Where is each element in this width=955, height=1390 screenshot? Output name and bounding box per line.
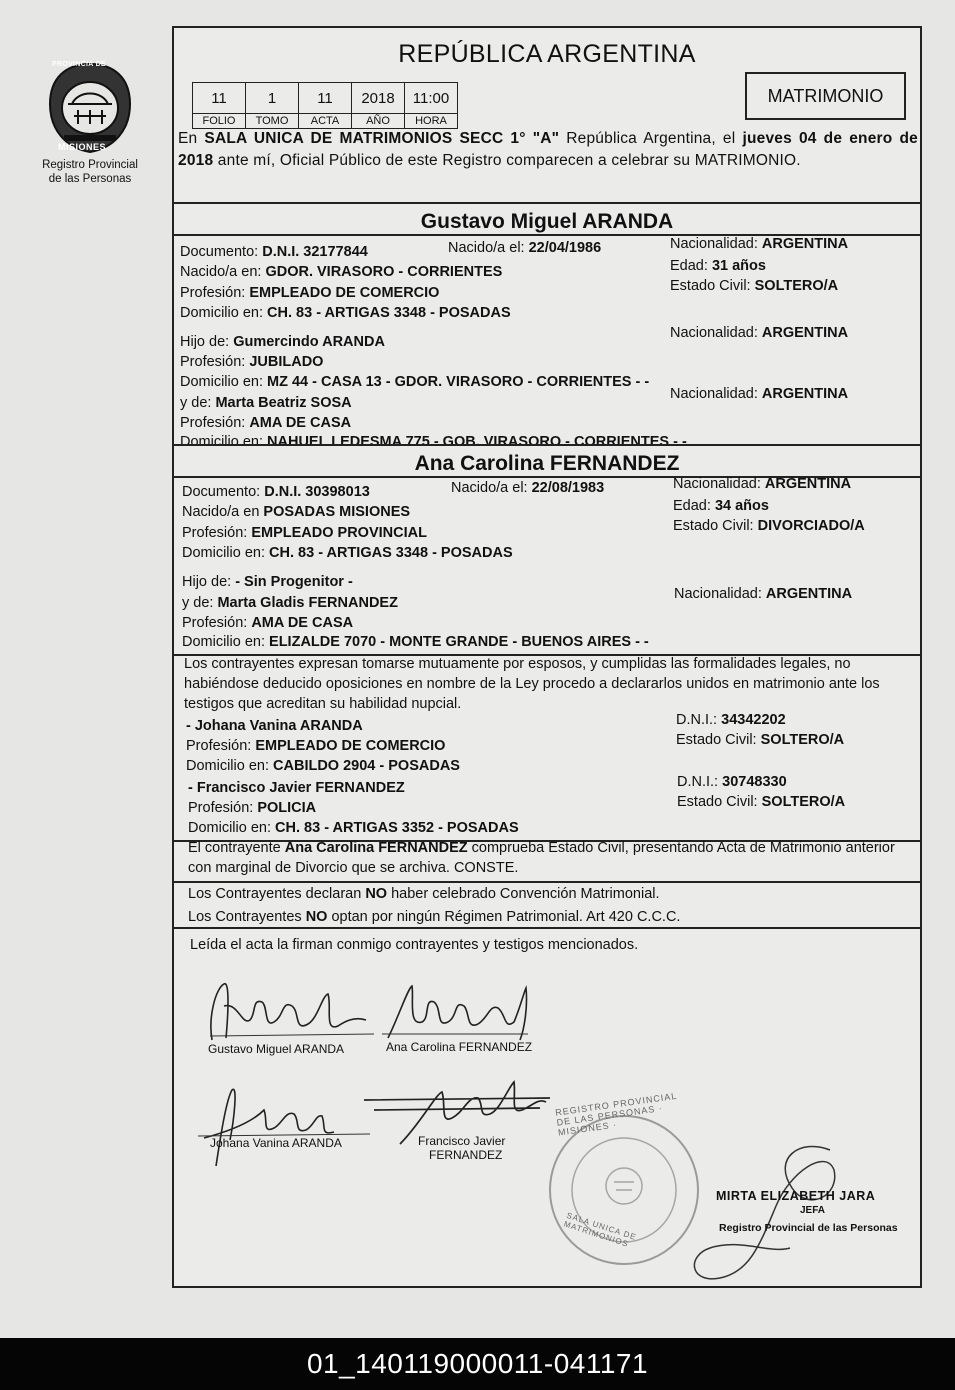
divorce-note bbox=[188, 838, 918, 878]
value: AMA DE CASA bbox=[249, 415, 352, 431]
witness-1-dni bbox=[676, 712, 786, 728]
closing-text: Leída el acta la firman conmigo contrayentes y testigos mencionados. bbox=[190, 937, 639, 953]
divider bbox=[174, 927, 920, 929]
tomo-value: 1 bbox=[246, 83, 299, 114]
value: 34342202 bbox=[721, 712, 786, 728]
label: Profesión: bbox=[182, 525, 248, 541]
label-line-1: Francisco Javier bbox=[418, 1134, 506, 1148]
groom-address bbox=[180, 305, 511, 321]
label: Nacionalidad: bbox=[670, 236, 758, 252]
value: Gumercindo ARANDA bbox=[233, 334, 385, 350]
intro-text-3: ante mí, Oficial Público de este Registro comparecen a celebrar su MATRIMONIO. bbox=[213, 152, 801, 169]
groom-civil-status bbox=[670, 278, 838, 294]
divider bbox=[174, 881, 920, 883]
witness-1-civil-status bbox=[676, 732, 844, 748]
registry-table bbox=[192, 82, 458, 129]
note-text: optan por ningún Régimen Patrimonial. Art 420 C.C.C. bbox=[327, 909, 681, 925]
bride-mother-nationality bbox=[674, 586, 852, 602]
document-type-box: MATRIMONIO bbox=[745, 72, 906, 120]
value: ARGENTINA bbox=[761, 325, 849, 341]
value: CH. 83 - ARTIGAS 3348 - POSADAS bbox=[269, 545, 513, 561]
year-label: AÑO bbox=[352, 114, 405, 129]
divider bbox=[174, 202, 920, 204]
hour-label: HORA bbox=[405, 114, 458, 129]
label: Nacionalidad: bbox=[670, 386, 758, 402]
groom-birth-place bbox=[180, 264, 502, 280]
divider bbox=[174, 444, 920, 446]
groom-nationality bbox=[670, 236, 848, 252]
value: AMA DE CASA bbox=[251, 615, 354, 631]
bride-civil-status bbox=[673, 518, 865, 534]
label: Estado Civil: bbox=[670, 278, 751, 294]
value: ARGENTINA bbox=[761, 386, 849, 402]
groom-birth-date bbox=[448, 240, 601, 256]
label: Domicilio en: bbox=[182, 634, 265, 650]
note-text: haber celebrado Convención Matrimonial. bbox=[387, 886, 660, 902]
value: POSADAS MISIONES bbox=[263, 504, 411, 520]
bride-birth-place bbox=[182, 504, 410, 520]
intro-text-2: República Argentina, el bbox=[559, 130, 743, 147]
intro-paragraph bbox=[178, 128, 918, 172]
label: Domicilio en: bbox=[180, 434, 263, 450]
witness-2-profession bbox=[188, 800, 316, 816]
note-text: comprueba Estado Civil, presentando Acta de Matrimonio anterior con marginal de Divorcio que se archiva. CONSTE. bbox=[188, 840, 895, 876]
bride-father bbox=[182, 574, 353, 590]
label: D.N.I.: bbox=[676, 712, 718, 728]
document-title: REPÚBLICA ARGENTINA bbox=[398, 40, 696, 68]
bride-profession bbox=[182, 525, 427, 541]
value: D.N.I. 32177844 bbox=[262, 244, 368, 260]
value: SOLTERO/A bbox=[754, 278, 839, 294]
groom-mother-nationality bbox=[670, 386, 848, 402]
regime-note bbox=[188, 907, 928, 928]
witness-2-name bbox=[188, 780, 405, 796]
witness-2-signature-label bbox=[418, 1134, 505, 1162]
value: NAHUEL LEDESMA 775 - GOB. VIRASORO - CORRIENTES - - bbox=[267, 434, 687, 450]
declaration-text: Los contrayentes expresan tomarse mutuamente por esposos, y cumplidas las formalidades legales, no habiéndose deducido oposiciones en nombre de la Ley procedo a declararlos unidos en matrimonio ante los testigos que acreditan su habilidad nupcial. bbox=[184, 656, 880, 712]
intro-text-1: En bbox=[178, 130, 205, 147]
hour-value: 11:00 bbox=[405, 83, 458, 114]
label: Edad: bbox=[673, 498, 711, 514]
witness-1-signature bbox=[194, 1080, 374, 1170]
value: SOLTERO/A bbox=[761, 794, 846, 810]
label: Nacionalidad: bbox=[674, 586, 762, 602]
value: 31 años bbox=[711, 258, 766, 274]
footer-code: 01_140119000011-041171 bbox=[0, 1338, 955, 1390]
witness-1-name bbox=[186, 718, 363, 734]
value: 30748330 bbox=[722, 774, 787, 790]
value: POLICIA bbox=[257, 800, 317, 816]
label: Domicilio en: bbox=[180, 305, 263, 321]
note-text: Los Contrayentes bbox=[188, 909, 306, 925]
value: MZ 44 - CASA 13 - GDOR. VIRASORO - CORRIENTES - - bbox=[267, 374, 650, 390]
intro-date: jueves 04 de enero de 2018 bbox=[178, 130, 918, 169]
value: CABILDO 2904 - POSADAS bbox=[273, 758, 460, 774]
value: 34 años bbox=[714, 498, 769, 514]
note-name: Ana Carolina FERNANDEZ bbox=[284, 840, 468, 856]
bride-mother-address bbox=[182, 634, 649, 650]
label: Hijo de: bbox=[182, 574, 232, 590]
acta-value: 11 bbox=[299, 83, 352, 114]
value: GDOR. VIRASORO - CORRIENTES bbox=[265, 264, 503, 280]
groom-document bbox=[180, 244, 368, 260]
value: ELIZALDE 7070 - MONTE GRANDE - BUENOS AIRES - - bbox=[269, 634, 649, 650]
value: D.N.I. 30398013 bbox=[264, 484, 370, 500]
groom-signature bbox=[204, 976, 384, 1048]
note-no: NO bbox=[305, 909, 328, 925]
groom-father-profession bbox=[180, 354, 323, 370]
bride-age bbox=[673, 498, 769, 514]
label: Profesión: bbox=[180, 415, 246, 431]
value: ARGENTINA bbox=[761, 236, 849, 252]
label: Profesión: bbox=[180, 354, 246, 370]
bride-mother-profession bbox=[182, 615, 353, 631]
groom-father-nationality bbox=[670, 325, 848, 341]
witness-1-signature-label: Johana Vanina ARANDA bbox=[210, 1136, 342, 1150]
value: DIVORCIADO/A bbox=[757, 518, 865, 534]
label: Domicilio en: bbox=[180, 374, 263, 390]
note-no: NO bbox=[365, 886, 388, 902]
groom-mother-address bbox=[180, 434, 687, 450]
value: EMPLEADO PROVINCIAL bbox=[251, 525, 427, 541]
logo-text-top: PROVINCIA DE bbox=[52, 61, 106, 68]
value: CH. 83 - ARTIGAS 3352 - POSADAS bbox=[275, 820, 519, 836]
label: Domicilio en: bbox=[186, 758, 269, 774]
folio-label: FOLIO bbox=[193, 114, 246, 129]
groom-age bbox=[670, 258, 766, 274]
year-value: 2018 bbox=[352, 83, 405, 114]
official-name: MIRTA ELIZABETH JARA bbox=[716, 1189, 876, 1203]
groom-father bbox=[180, 334, 385, 350]
label: Domicilio en: bbox=[182, 545, 265, 561]
bride-mother bbox=[182, 595, 398, 611]
note-text: El contrayente bbox=[188, 840, 285, 856]
label: Nacido/a en: bbox=[180, 264, 262, 280]
stamp-outer-text: REGISTRO PROVINCIAL DE LAS PERSONAS · MISIONES · bbox=[554, 1090, 678, 1138]
groom-profession bbox=[180, 285, 439, 301]
witness-2-civil-status bbox=[677, 794, 845, 810]
groom-mother-profession bbox=[180, 415, 351, 431]
label: D.N.I.: bbox=[677, 774, 719, 790]
logo-caption-1: Registro Provincial bbox=[42, 159, 138, 171]
label: Profesión: bbox=[186, 738, 252, 754]
label: Nacido/a el: bbox=[448, 240, 525, 256]
value: - Sin Progenitor - bbox=[235, 574, 353, 590]
witness-2-address bbox=[188, 820, 519, 836]
logo-caption-2: de las Personas bbox=[48, 173, 132, 185]
value: ARGENTINA bbox=[765, 586, 853, 602]
label: Documento: bbox=[180, 244, 259, 260]
note-text: Los Contrayentes declaran bbox=[188, 886, 366, 902]
label: y de: bbox=[180, 395, 212, 411]
bride-signature-label: Ana Carolina FERNANDEZ bbox=[386, 1040, 533, 1054]
label: y de: bbox=[182, 595, 214, 611]
value: JUBILADO bbox=[249, 354, 324, 370]
label: Nacido/a en bbox=[182, 504, 260, 520]
label-line-2: FERNANDEZ bbox=[429, 1148, 503, 1162]
label: Domicilio en: bbox=[188, 820, 271, 836]
marriage-certificate bbox=[172, 26, 922, 1288]
label: Profesión: bbox=[182, 615, 248, 631]
logo-text-bottom: MISIONES bbox=[58, 142, 107, 152]
stamp-inner-text: SALA UNICA DE MATRIMONIOS bbox=[562, 1210, 638, 1249]
folio-value: 11 bbox=[193, 83, 246, 114]
groom-father-address bbox=[180, 374, 649, 390]
label: Profesión: bbox=[188, 800, 254, 816]
value: SOLTERO/A bbox=[760, 732, 845, 748]
tomo-label: TOMO bbox=[246, 114, 299, 129]
value: ARGENTINA bbox=[764, 476, 852, 492]
value: EMPLEADO DE COMERCIO bbox=[249, 285, 440, 301]
acta-label: ACTA bbox=[299, 114, 352, 129]
intro-office: SALA UNICA DE MATRIMONIOS SECC 1° "A" bbox=[204, 130, 560, 147]
convention-note bbox=[188, 884, 928, 905]
bride-nationality bbox=[673, 476, 851, 492]
bride-birth-date bbox=[451, 480, 604, 496]
witness-1-profession bbox=[186, 738, 445, 754]
official-signature bbox=[680, 1136, 860, 1296]
label: Hijo de: bbox=[180, 334, 230, 350]
bride-signature bbox=[378, 978, 538, 1048]
value: EMPLEADO DE COMERCIO bbox=[255, 738, 446, 754]
value: - Johana Vanina ARANDA bbox=[186, 718, 363, 734]
official-organization: Registro Provincial de las Personas bbox=[719, 1222, 898, 1234]
value: 22/04/1986 bbox=[528, 240, 602, 256]
registry-logo bbox=[30, 60, 150, 200]
label: Estado Civil: bbox=[676, 732, 757, 748]
value: Marta Beatriz SOSA bbox=[215, 395, 352, 411]
value: 22/08/1983 bbox=[531, 480, 605, 496]
label: Nacionalidad: bbox=[673, 476, 761, 492]
bride-address bbox=[182, 545, 513, 561]
label: Estado Civil: bbox=[673, 518, 754, 534]
groom-signature-label: Gustavo Miguel ARANDA bbox=[208, 1042, 345, 1056]
label: Nacido/a el: bbox=[451, 480, 528, 496]
label: Nacionalidad: bbox=[670, 325, 758, 341]
label: Edad: bbox=[670, 258, 708, 274]
value: Marta Gladis FERNANDEZ bbox=[217, 595, 398, 611]
value: - Francisco Javier FERNANDEZ bbox=[188, 780, 405, 796]
witness-1-address bbox=[186, 758, 460, 774]
label: Estado Civil: bbox=[677, 794, 758, 810]
bride-document bbox=[182, 484, 370, 500]
official-role: JEFA bbox=[800, 1205, 826, 1216]
label: Documento: bbox=[182, 484, 261, 500]
groom-name: Gustavo Miguel ARANDA bbox=[420, 210, 674, 233]
label: Profesión: bbox=[180, 285, 246, 301]
witness-2-dni bbox=[677, 774, 787, 790]
value: CH. 83 - ARTIGAS 3348 - POSADAS bbox=[267, 305, 511, 321]
bride-name: Ana Carolina FERNANDEZ bbox=[414, 452, 680, 475]
groom-mother bbox=[180, 395, 352, 411]
